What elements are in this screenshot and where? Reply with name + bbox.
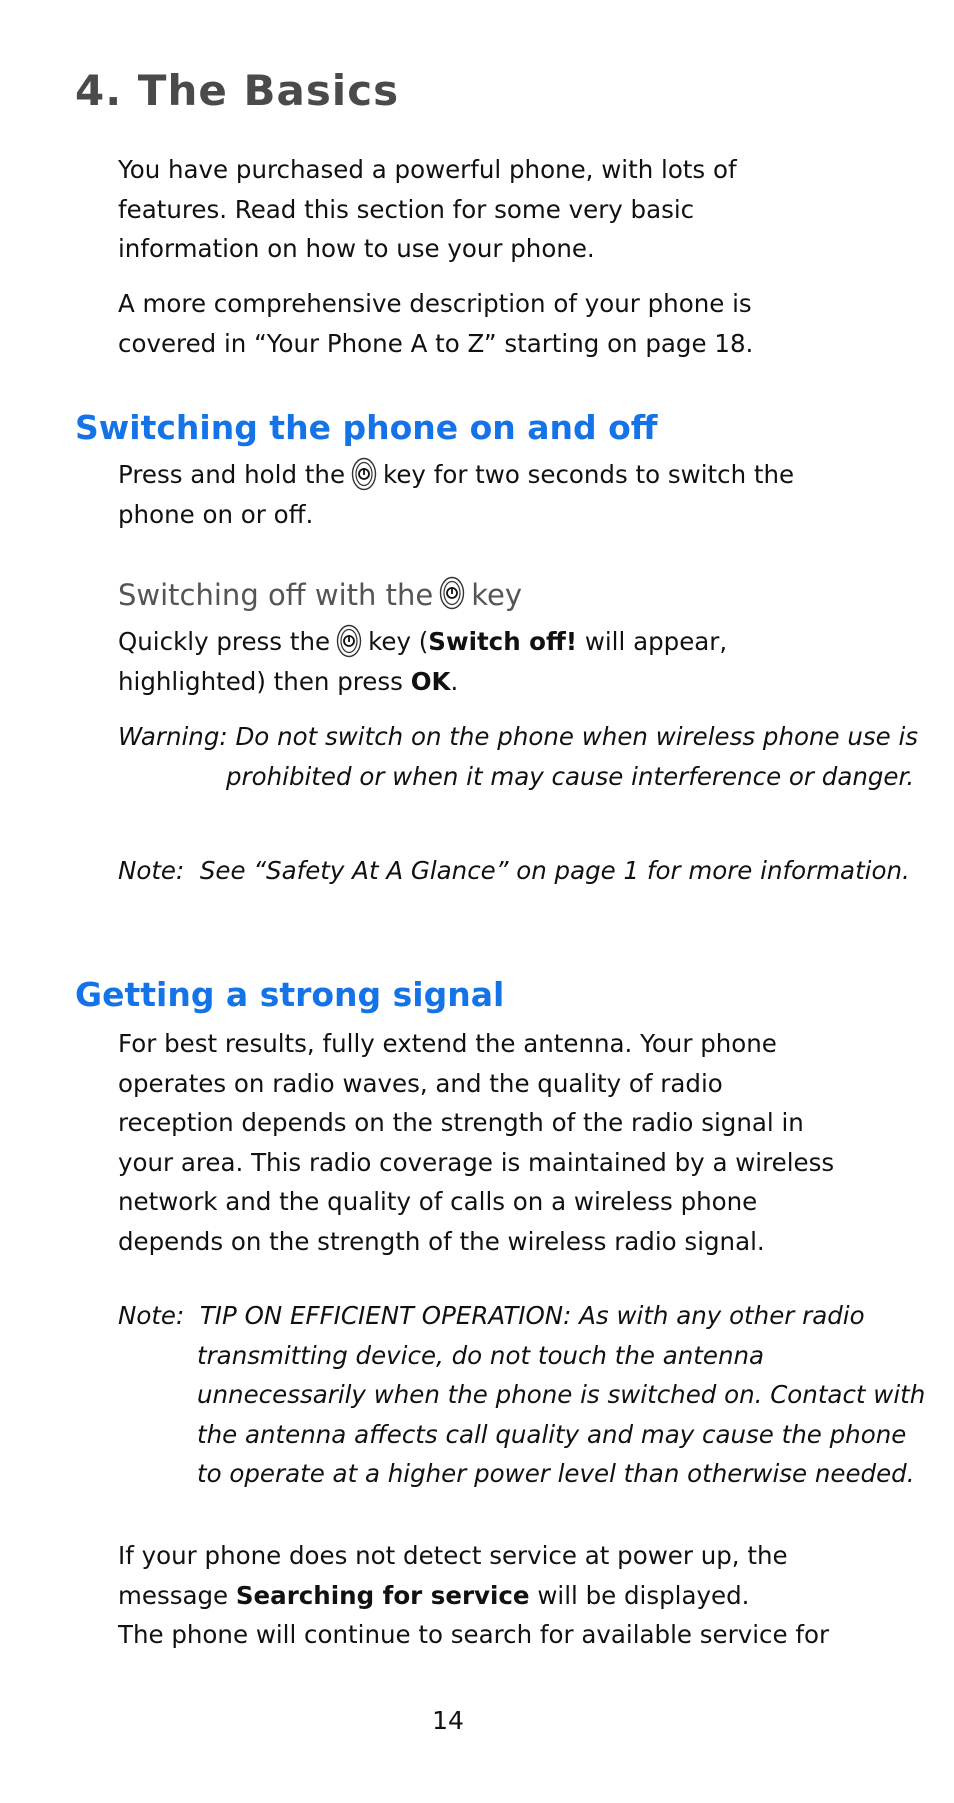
- signal-paragraph-2-end: will be displayed.: [529, 1580, 750, 1610]
- section-heading-signal: Getting a strong signal: [75, 975, 505, 1014]
- power-key-icon: [336, 624, 362, 658]
- intro-paragraph-2: A more comprehensive description of your phone is covered in “Your Phone A to Z” starting on page 18.: [118, 289, 754, 358]
- page-number: 14: [432, 1706, 464, 1735]
- subsection-heading-start: Switching off with the: [118, 578, 434, 612]
- note-text: TIP ON EFFICIENT OPERATION: As with any other radio transmitting device, do not touch the antenna unnecessarily when the phone is switched on. Contact with the antenna affects call quality and may cause the phone to operate at a higher power level than otherwise needed.: [197, 1301, 926, 1488]
- note-text: See “Safety At A Glance” on page 1 for more information.: [199, 856, 910, 885]
- power-key-icon: [351, 457, 377, 491]
- note-block-tip: [118, 1296, 927, 1494]
- power-paragraph-2-mid: will appear, highlighted) then press: [118, 627, 728, 696]
- note-block-safety: [118, 851, 927, 891]
- power-paragraph-1-end: key for two seconds to switch the phone on or off.: [118, 460, 795, 529]
- subsection-heading-switch-off: [118, 578, 522, 612]
- note-label: Note:: [118, 1301, 185, 1330]
- intro-paragraph-1: You have purchased a powerful phone, with lots of features. Read this section for some very basic information on how to use your phone.: [118, 155, 737, 263]
- power-paragraph-1-start: Press and hold the: [118, 460, 346, 489]
- ok-label: OK: [410, 666, 451, 696]
- warning-block: [118, 717, 936, 796]
- signal-paragraph-2-start: If your phone does not detect service at power up, the message: [118, 1541, 788, 1610]
- power-paragraph-2: [118, 622, 838, 701]
- switch-off-label: Switch off!: [428, 627, 578, 656]
- signal-paragraph-2: [118, 1536, 838, 1615]
- power-paragraph-2-end: .: [450, 666, 459, 696]
- signal-paragraph-1: For best results, fully extend the antenna. Your phone operates on radio waves, and the quality of radio reception depends on the strength of the radio signal in your area. This radio coverage is maintained by a wireless network and the quality of calls on a wireless phone depends on the strength of the wireless radio signal.: [118, 1029, 835, 1256]
- power-paragraph-2-key: key (: [368, 627, 429, 656]
- chapter-title: 4. The Basics: [75, 66, 400, 115]
- searching-for-service-label: Searching for service: [235, 1580, 530, 1610]
- warning-label: Warning:: [118, 722, 228, 751]
- note-label: Note:: [118, 856, 185, 885]
- warning-text: Do not switch on the phone when wireless phone use is prohibited or when it may cause interference or danger.: [226, 722, 919, 791]
- section-heading-power: Switching the phone on and off: [75, 408, 658, 447]
- power-paragraph-2-start: Quickly press the: [118, 627, 331, 656]
- power-key-icon: [439, 576, 465, 610]
- signal-paragraph-3: The phone will continue to search for available service for: [118, 1620, 830, 1649]
- power-paragraph-1: [118, 455, 838, 534]
- subsection-heading-end: key: [471, 578, 522, 612]
